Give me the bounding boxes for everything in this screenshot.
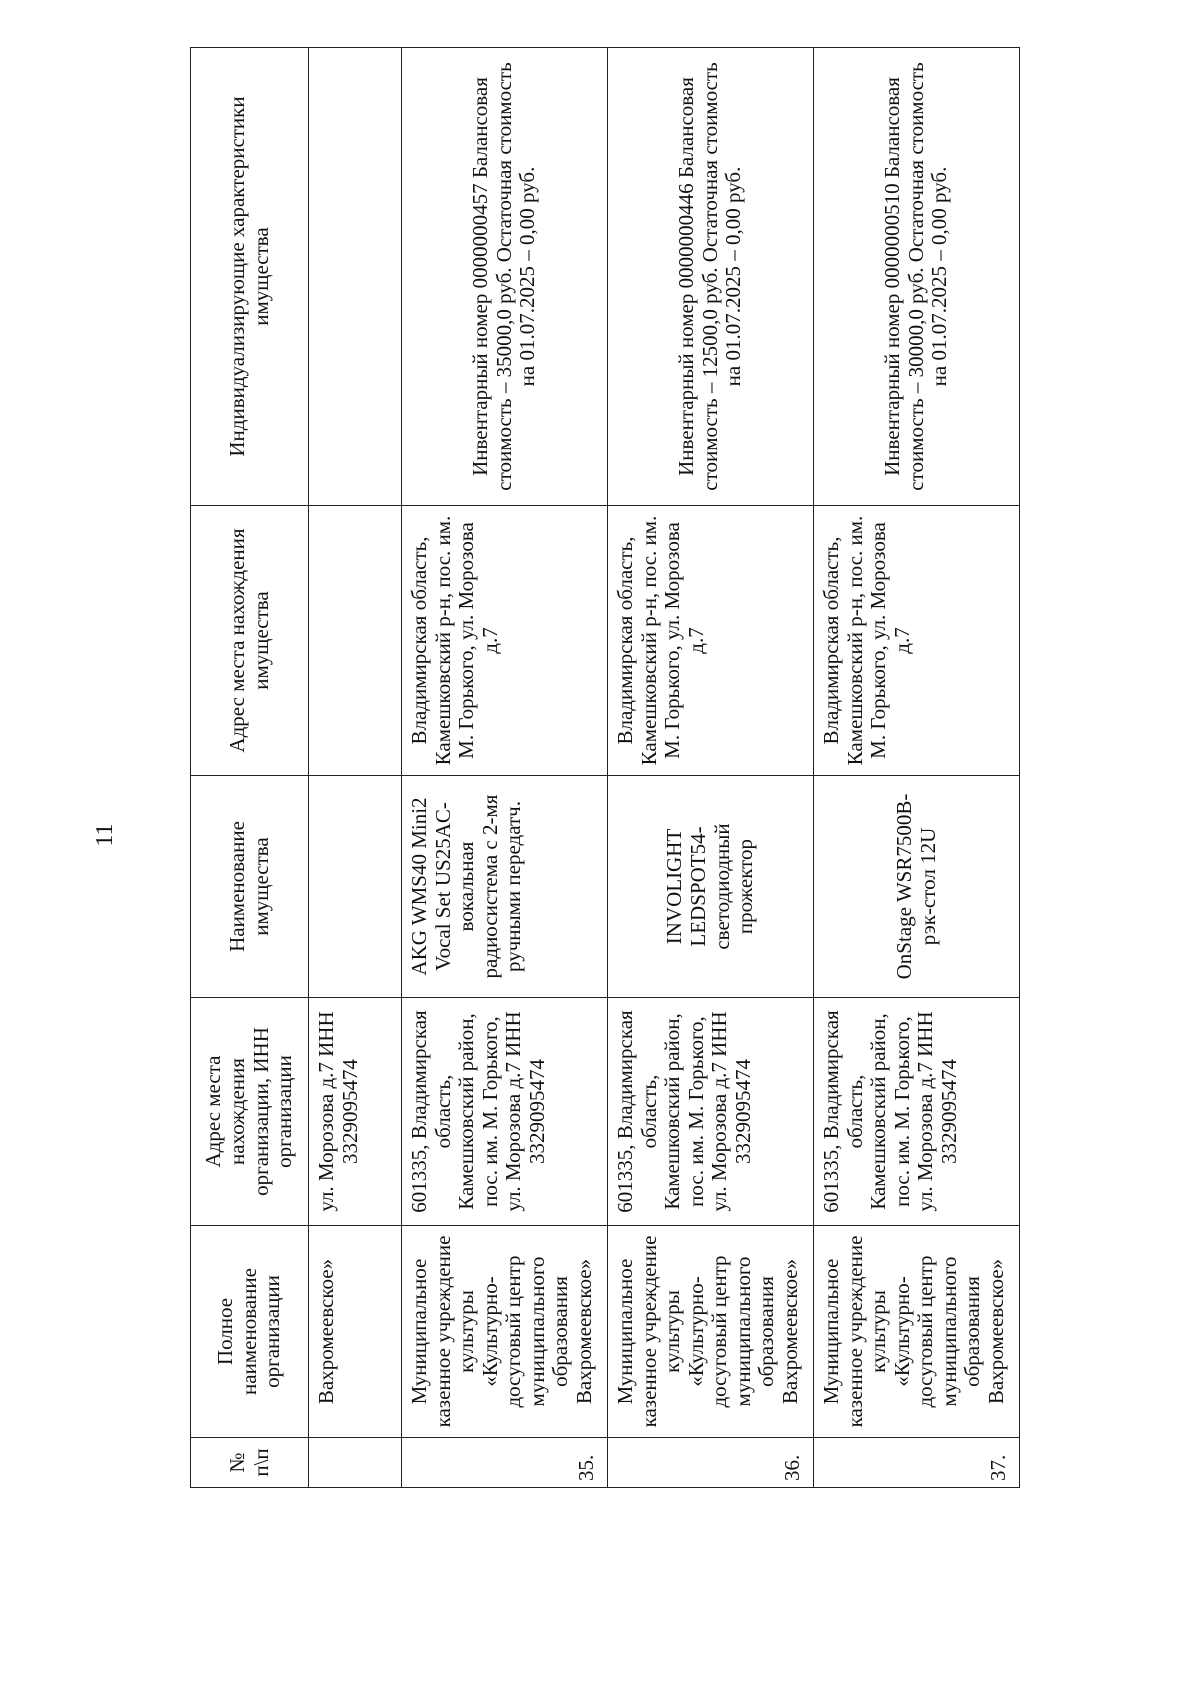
cell-org-address: 601335, Владимирская область, Камешковский район, пос. им. М. Горького, ул. Морозова д.7 ИНН 3329095474 — [402, 998, 608, 1226]
cell-num: 35. — [402, 1438, 608, 1488]
cell-property-location — [309, 506, 402, 776]
cell-num: 37. — [814, 1438, 1020, 1488]
cell-org-address: 601335, Владимирская область, Камешковский район, пос. им. М. Горького, ул. Морозова д.7 ИНН 3329095474 — [608, 998, 814, 1226]
cell-org-name: Муниципальное казенное учреждение культуры «Культурно-досуговый центр муниципального образования Вахромеевское» — [814, 1226, 1020, 1438]
table-row — [402, 48, 608, 1488]
header-property-location: Адрес места нахождения имущества — [191, 506, 309, 776]
continuation-row — [309, 48, 402, 1488]
cell-org-name: Муниципальное казенное учреждение культуры «Культурно-досуговый центр муниципального образования Вахромеевское» — [608, 1226, 814, 1438]
header-num: № п\п — [191, 1438, 309, 1488]
cell-num — [309, 1438, 402, 1488]
cell-org-name: Муниципальное казенное учреждение культуры «Культурно-досуговый центр муниципального образования Вахромеевское» — [402, 1226, 608, 1438]
header-org-name: Полное наименование организации — [191, 1226, 309, 1438]
cell-org-address: 601335, Владимирская область, Камешковский район, пос. им. М. Горького, ул. Морозова д.7 ИНН 3329095474 — [814, 998, 1020, 1226]
cell-property-location: Владимирская область, Камешковский р-н, пос. им. М. Горького, ул. Морозова д.7 — [814, 506, 1020, 776]
cell-characteristics: Инвентарный номер 0000000510 Балансовая стоимость – 30000,0 руб. Остаточная стоимость на 01.07.2025 – 0,00 руб. — [814, 48, 1020, 506]
cell-org-address: ул. Морозова д.7 ИНН 3329095474 — [309, 998, 402, 1226]
cell-characteristics — [309, 48, 402, 506]
table-row — [814, 48, 1020, 1488]
cell-characteristics: Инвентарный номер 0000000446 Балансовая стоимость – 12500,0 руб. Остаточная стоимость на 01.07.2025 – 0,00 руб. — [608, 48, 814, 506]
cell-property-name — [309, 776, 402, 998]
table-header-row — [191, 48, 309, 1488]
cell-property-name: INVOLIGHT LEDSPOT54-светодиодный прожектор — [608, 776, 814, 998]
page-number: 11 — [91, 823, 118, 847]
property-table — [190, 47, 1020, 1488]
cell-property-name: AKG WMS40 Mini2 Vocal Set US25AC-вокальная радиосистема с 2-мя ручными передатч. — [402, 776, 608, 998]
cell-num: 36. — [608, 1438, 814, 1488]
cell-property-name: OnStage WSR7500B-рэк-стол 12U — [814, 776, 1020, 998]
header-characteristics: Индивидуализирующие характеристики имущества — [191, 48, 309, 506]
cell-property-location: Владимирская область, Камешковский р-н, пос. им. М. Горького, ул. Морозова д.7 — [608, 506, 814, 776]
header-org-address: Адрес места нахождения организации, ИНН организации — [191, 998, 309, 1226]
property-table-container — [190, 48, 1010, 1488]
cell-org-name: Вахромеевское» — [309, 1226, 402, 1438]
table-row — [608, 48, 814, 1488]
cell-characteristics: Инвентарный номер 0000000457 Балансовая стоимость – 35000,0 руб. Остаточная стоимость на 01.07.2025 – 0,00 руб. — [402, 48, 608, 506]
header-property-name: Наименование имущества — [191, 776, 309, 998]
cell-property-location: Владимирская область, Камешковский р-н, пос. им. М. Горького, ул. Морозова д.7 — [402, 506, 608, 776]
